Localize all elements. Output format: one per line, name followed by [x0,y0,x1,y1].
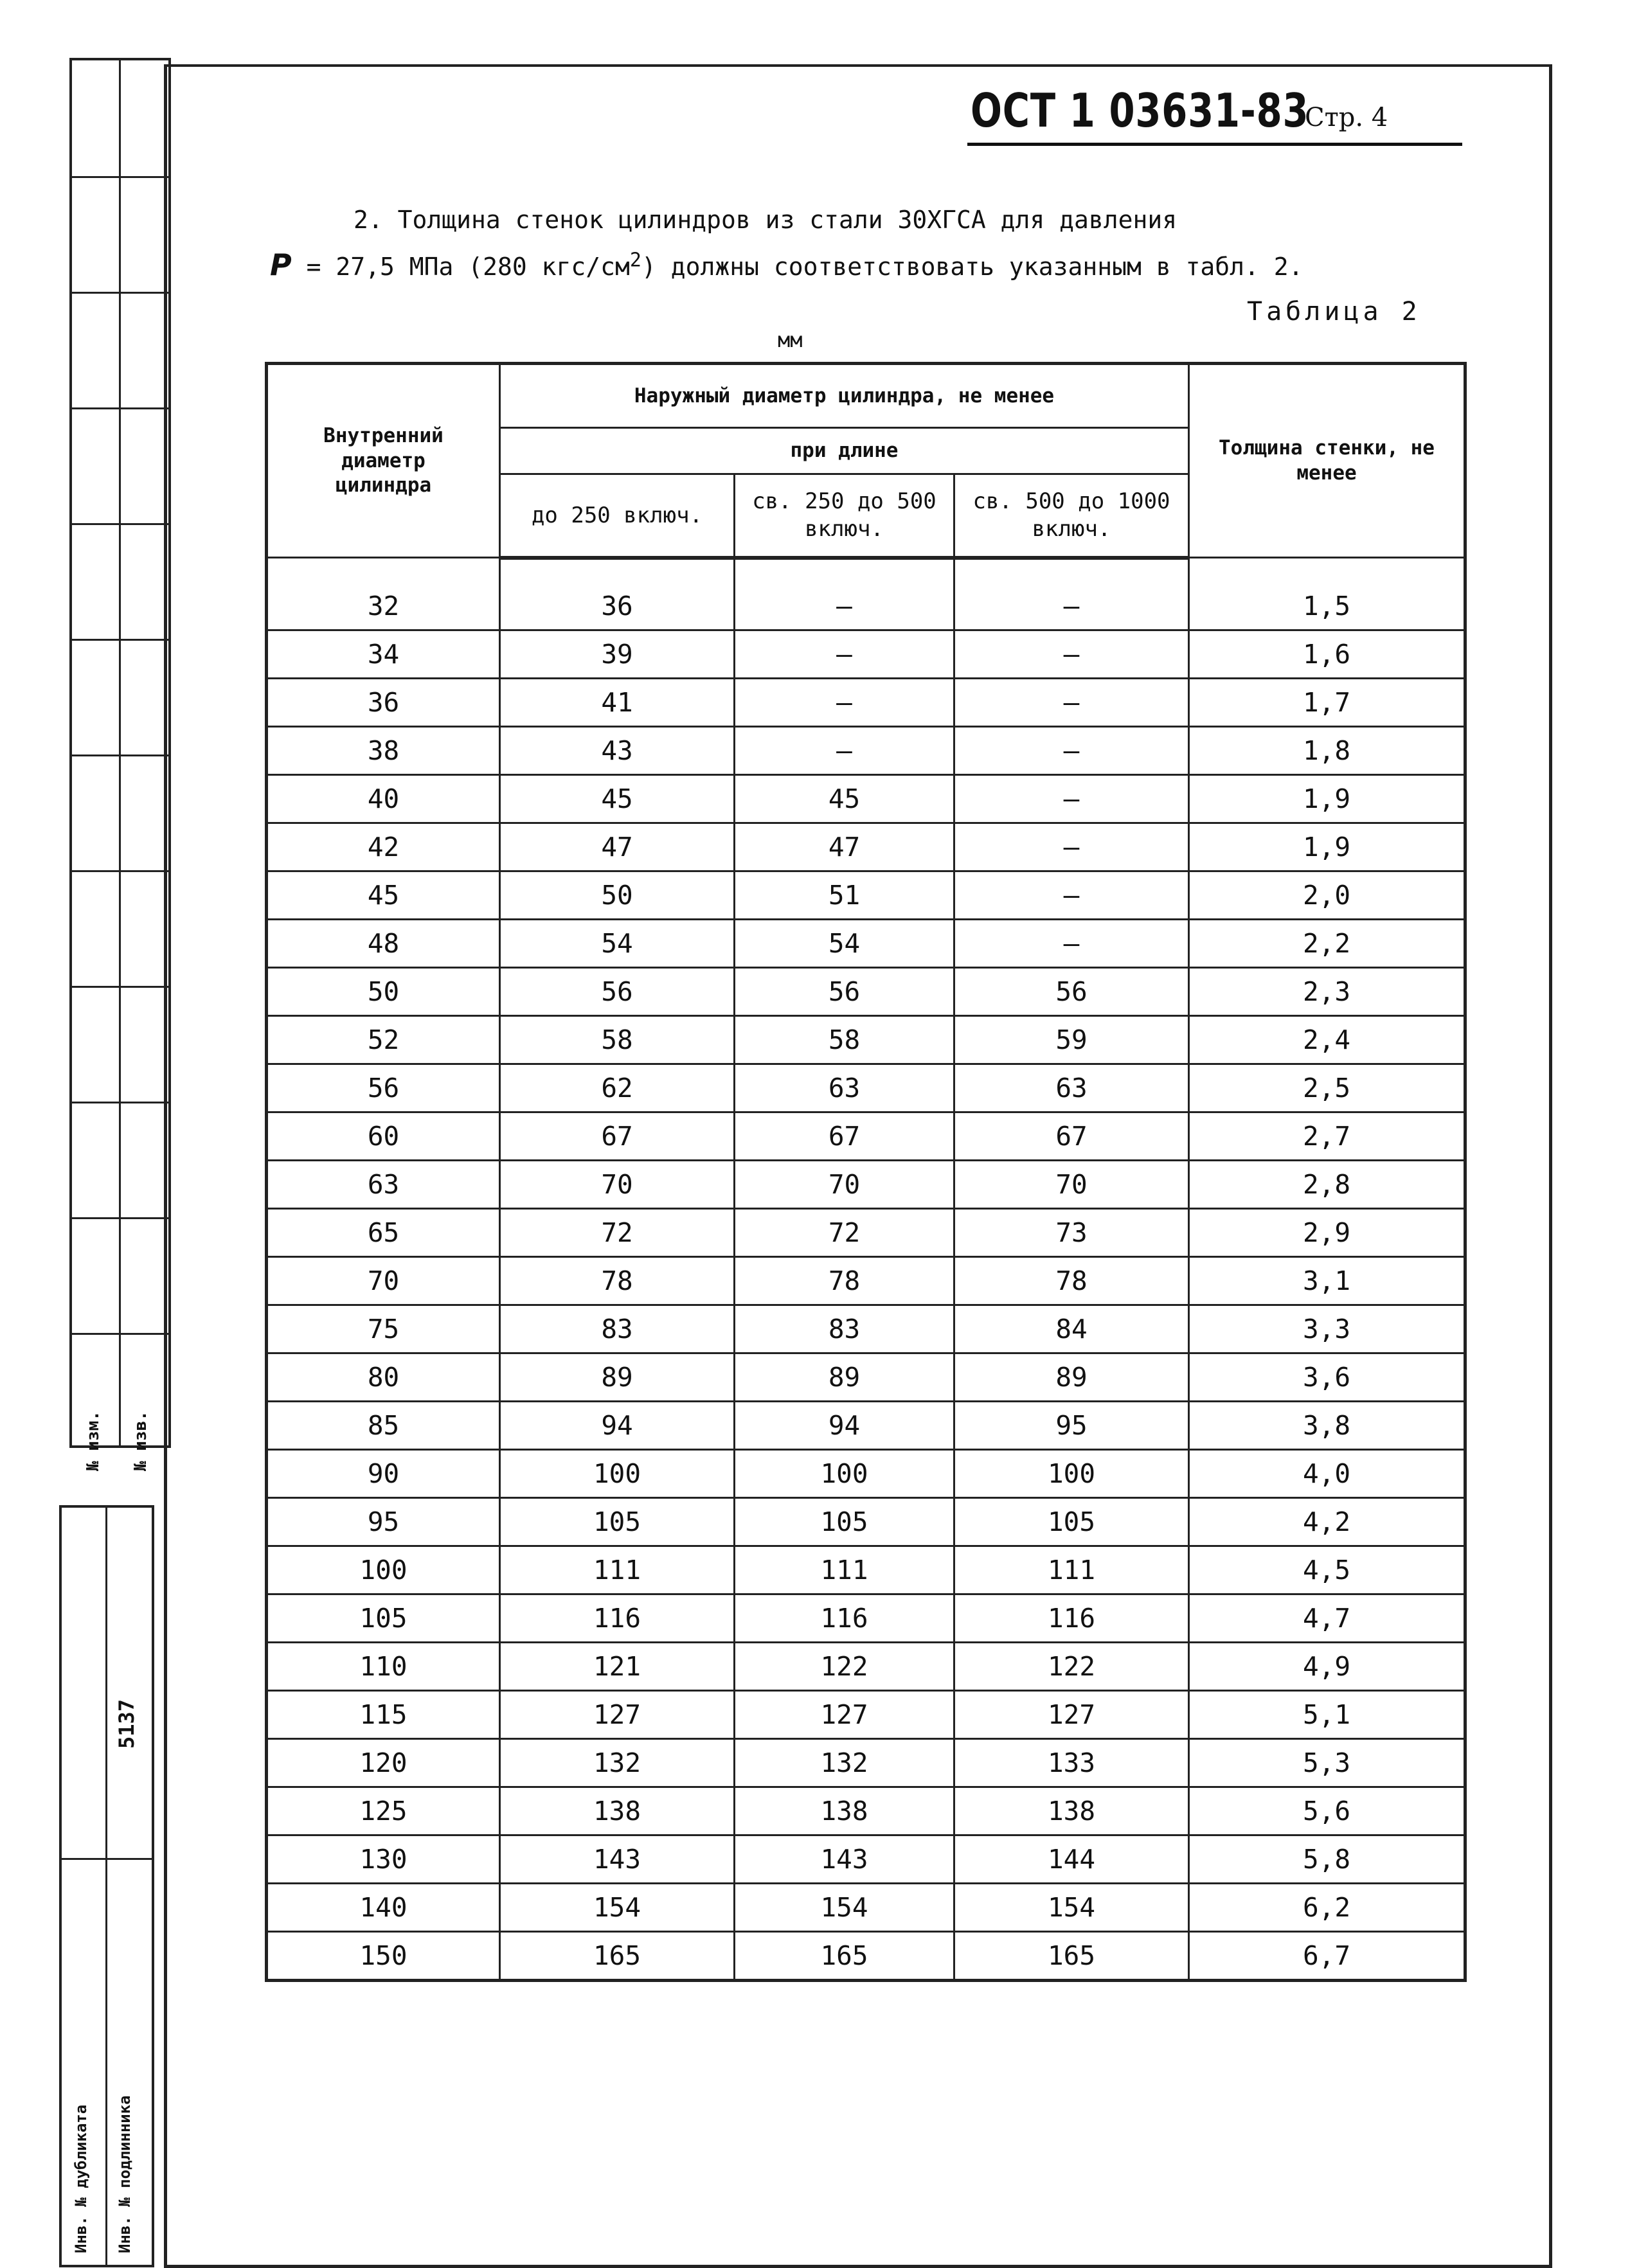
cell-inner-diameter: 100 [267,1546,500,1594]
cell-outer-len-3: 116 [954,1594,1189,1642]
table-label: Таблица 2 [1247,297,1421,326]
table-row [267,1112,1465,1160]
cell-outer-len-3: – [954,678,1189,726]
header-wall-thickness: Толщина стенки, не менее [1189,364,1465,558]
cell-wall-thickness: 4,5 [1189,1546,1465,1594]
cell-outer-len-2: – [735,726,954,774]
cell-wall-thickness: 2,0 [1189,871,1465,919]
cell-outer-len-3: – [954,726,1189,774]
cell-outer-len-2: 132 [735,1738,954,1787]
paragraph-line-2-b: ) должны соответствовать указанным в табл. 2. [641,253,1303,281]
cell-inner-diameter: 150 [267,1931,500,1980]
cell-outer-len-3: – [954,919,1189,967]
header-length-2: св. 250 до 500 включ. [735,474,954,558]
cell-outer-len-3: 70 [954,1160,1189,1208]
cell-outer-len-2: 105 [735,1497,954,1546]
cell-inner-diameter: 80 [267,1353,500,1401]
table-row [267,1208,1465,1256]
cell-outer-len-1: 116 [500,1594,735,1642]
cell-inner-diameter: 105 [267,1594,500,1642]
cell-inner-diameter: 75 [267,1305,500,1353]
paragraph-line-2-a: = 27,5 МПа (280 кгс/см [291,253,630,281]
cell-inner-diameter: 120 [267,1738,500,1787]
cell-outer-len-2: – [735,558,954,630]
table-row [267,871,1465,919]
cell-outer-len-3: – [954,823,1189,871]
cell-outer-len-1: 47 [500,823,735,871]
cell-wall-thickness: 4,2 [1189,1497,1465,1546]
table-row [267,823,1465,871]
table-row [267,1449,1465,1497]
cell-outer-len-2: 116 [735,1594,954,1642]
cell-outer-len-3: 100 [954,1449,1189,1497]
cell-outer-len-3: 105 [954,1497,1189,1546]
cell-wall-thickness: 1,8 [1189,726,1465,774]
table-row [267,1787,1465,1835]
cell-outer-len-1: 121 [500,1642,735,1690]
cell-wall-thickness: 3,1 [1189,1256,1465,1305]
cell-outer-len-2: 89 [735,1353,954,1401]
table-row [267,1642,1465,1690]
cell-wall-thickness: 5,1 [1189,1690,1465,1738]
cell-inner-diameter: 32 [267,558,500,630]
cell-inner-diameter: 45 [267,871,500,919]
cell-outer-len-3: – [954,871,1189,919]
cell-outer-len-1: 105 [500,1497,735,1546]
cell-inner-diameter: 42 [267,823,500,871]
cell-outer-len-3: 144 [954,1835,1189,1883]
stamp-izm-2: № изв. [131,1411,150,1471]
cell-inner-diameter: 36 [267,678,500,726]
cell-outer-len-3: 111 [954,1546,1189,1594]
header-underline [967,143,1462,146]
stamp-izm-1: № изм. [84,1411,103,1471]
cell-outer-len-3: 165 [954,1931,1189,1980]
table-row [267,1835,1465,1883]
cell-wall-thickness: 2,3 [1189,967,1465,1015]
cell-outer-len-3: 84 [954,1305,1189,1353]
header-length-3: св. 500 до 1000 включ. [954,474,1189,558]
cell-inner-diameter: 60 [267,1112,500,1160]
cell-inner-diameter: 90 [267,1449,500,1497]
cell-wall-thickness: 2,8 [1189,1160,1465,1208]
table-row [267,1883,1465,1931]
cell-outer-len-2: 94 [735,1401,954,1449]
cell-wall-thickness: 2,2 [1189,919,1465,967]
table-row [267,1738,1465,1787]
cell-inner-diameter: 95 [267,1497,500,1546]
wall-thickness-table [265,362,1467,1982]
cell-wall-thickness: 1,9 [1189,774,1465,823]
cell-wall-thickness: 1,7 [1189,678,1465,726]
unit-label: мм [778,328,803,352]
cell-inner-diameter: 110 [267,1642,500,1690]
cell-wall-thickness: 5,3 [1189,1738,1465,1787]
superscript: 2 [629,249,641,272]
cell-wall-thickness: 3,8 [1189,1401,1465,1449]
header-length-1: до 250 включ. [500,474,735,558]
cell-inner-diameter: 56 [267,1064,500,1112]
paragraph-line-2 [270,247,1303,282]
cell-outer-len-3: – [954,774,1189,823]
table-row [267,678,1465,726]
cell-inner-diameter: 63 [267,1160,500,1208]
cell-outer-len-2: 54 [735,919,954,967]
cell-wall-thickness: 1,5 [1189,558,1465,630]
cell-wall-thickness: 5,8 [1189,1835,1465,1883]
cell-wall-thickness: 4,7 [1189,1594,1465,1642]
side-stamp-upper [69,58,171,1471]
document-code: ОСТ 1 03631-83 [971,84,1309,138]
cell-outer-len-1: 58 [500,1015,735,1064]
cell-outer-len-3: 95 [954,1401,1189,1449]
cell-outer-len-2: – [735,678,954,726]
cell-inner-diameter: 40 [267,774,500,823]
cell-outer-len-3: 67 [954,1112,1189,1160]
cell-outer-len-1: 67 [500,1112,735,1160]
cell-outer-len-1: 70 [500,1160,735,1208]
cell-outer-len-1: 111 [500,1546,735,1594]
stamp-podl: Инв. № подлинника [116,2095,134,2253]
cell-outer-len-1: 138 [500,1787,735,1835]
cell-outer-len-1: 132 [500,1738,735,1787]
cell-outer-len-2: 58 [735,1015,954,1064]
cell-outer-len-1: 143 [500,1835,735,1883]
cell-outer-len-1: 36 [500,558,735,630]
cell-outer-len-2: 138 [735,1787,954,1835]
cell-outer-len-1: 78 [500,1256,735,1305]
cell-inner-diameter: 130 [267,1835,500,1883]
header-at-length: при длине [500,428,1189,474]
cell-wall-thickness: 1,6 [1189,630,1465,678]
cell-inner-diameter: 85 [267,1401,500,1449]
table-row [267,1497,1465,1546]
cell-outer-len-3: 154 [954,1883,1189,1931]
table-row [267,1160,1465,1208]
cell-outer-len-2: 51 [735,871,954,919]
cell-outer-len-3: – [954,558,1189,630]
cell-outer-len-3: 56 [954,967,1189,1015]
cell-outer-len-2: 122 [735,1642,954,1690]
table-row [267,1690,1465,1738]
cell-outer-len-2: 47 [735,823,954,871]
cell-outer-len-2: 127 [735,1690,954,1738]
cell-outer-len-2: 56 [735,967,954,1015]
cell-outer-len-1: 39 [500,630,735,678]
cell-outer-len-3: 89 [954,1353,1189,1401]
cell-outer-len-2: – [735,630,954,678]
cell-outer-len-1: 45 [500,774,735,823]
cell-inner-diameter: 65 [267,1208,500,1256]
cell-inner-diameter: 48 [267,919,500,967]
cell-inner-diameter: 50 [267,967,500,1015]
table-row [267,1353,1465,1401]
table-row [267,630,1465,678]
cell-outer-len-1: 41 [500,678,735,726]
table-row [267,726,1465,774]
cell-outer-len-1: 94 [500,1401,735,1449]
cell-outer-len-1: 62 [500,1064,735,1112]
stamp-dubl: Инв. № дубликата [72,2104,90,2253]
cell-inner-diameter: 125 [267,1787,500,1835]
cell-outer-len-2: 72 [735,1208,954,1256]
cell-outer-len-2: 70 [735,1160,954,1208]
cell-outer-len-1: 43 [500,726,735,774]
cell-outer-len-2: 100 [735,1449,954,1497]
cell-outer-len-1: 54 [500,919,735,967]
table-row [267,919,1465,967]
cell-inner-diameter: 38 [267,726,500,774]
cell-outer-len-2: 154 [735,1883,954,1931]
cell-inner-diameter: 34 [267,630,500,678]
cell-outer-len-2: 143 [735,1835,954,1883]
stamp-number: 5137 [114,1699,139,1749]
pressure-symbol: P [270,247,292,282]
table-row [267,1064,1465,1112]
side-stamp-lower [59,1505,154,2267]
cell-outer-len-3: 59 [954,1015,1189,1064]
cell-wall-thickness: 5,6 [1189,1787,1465,1835]
cell-outer-len-1: 127 [500,1690,735,1738]
cell-outer-len-2: 67 [735,1112,954,1160]
cell-outer-len-3: 73 [954,1208,1189,1256]
cell-outer-len-2: 83 [735,1305,954,1353]
cell-wall-thickness: 6,7 [1189,1931,1465,1980]
cell-outer-len-3: – [954,630,1189,678]
header-inner-diameter: Внутренний диаметр цилиндра [267,364,500,558]
cell-outer-len-3: 122 [954,1642,1189,1690]
cell-outer-len-3: 138 [954,1787,1189,1835]
cell-inner-diameter: 70 [267,1256,500,1305]
cell-outer-len-1: 72 [500,1208,735,1256]
cell-outer-len-2: 45 [735,774,954,823]
cell-wall-thickness: 4,9 [1189,1642,1465,1690]
cell-wall-thickness: 6,2 [1189,1883,1465,1931]
cell-outer-len-2: 111 [735,1546,954,1594]
cell-wall-thickness: 2,5 [1189,1064,1465,1112]
table-row [267,774,1465,823]
table-row [267,558,1465,630]
cell-outer-len-1: 83 [500,1305,735,1353]
cell-outer-len-3: 78 [954,1256,1189,1305]
cell-wall-thickness: 4,0 [1189,1449,1465,1497]
cell-inner-diameter: 52 [267,1015,500,1064]
table-row [267,967,1465,1015]
paragraph-line-1: 2. Толщина стенок цилиндров из стали 30ХГСА для давления [354,206,1178,234]
table-row [267,1256,1465,1305]
table-row [267,1931,1465,1980]
cell-outer-len-2: 78 [735,1256,954,1305]
cell-wall-thickness: 3,3 [1189,1305,1465,1353]
cell-inner-diameter: 115 [267,1690,500,1738]
cell-outer-len-3: 127 [954,1690,1189,1738]
cell-wall-thickness: 3,6 [1189,1353,1465,1401]
cell-outer-len-1: 50 [500,871,735,919]
page-number: Стр. 4 [1305,103,1388,132]
table-row [267,1546,1465,1594]
table-body [267,558,1465,1981]
cell-wall-thickness: 1,9 [1189,823,1465,871]
cell-wall-thickness: 2,4 [1189,1015,1465,1064]
cell-wall-thickness: 2,9 [1189,1208,1465,1256]
cell-outer-len-3: 133 [954,1738,1189,1787]
cell-wall-thickness: 2,7 [1189,1112,1465,1160]
header-outer-diameter: Наружный диаметр цилиндра, не менее [500,364,1189,428]
cell-outer-len-2: 63 [735,1064,954,1112]
table-row [267,1015,1465,1064]
table-row [267,1594,1465,1642]
cell-outer-len-3: 63 [954,1064,1189,1112]
cell-outer-len-1: 56 [500,967,735,1015]
cell-outer-len-2: 165 [735,1931,954,1980]
table-row [267,1401,1465,1449]
table-row [267,1305,1465,1353]
cell-outer-len-1: 165 [500,1931,735,1980]
cell-inner-diameter: 140 [267,1883,500,1931]
cell-outer-len-1: 89 [500,1353,735,1401]
cell-outer-len-1: 154 [500,1883,735,1931]
cell-outer-len-1: 100 [500,1449,735,1497]
